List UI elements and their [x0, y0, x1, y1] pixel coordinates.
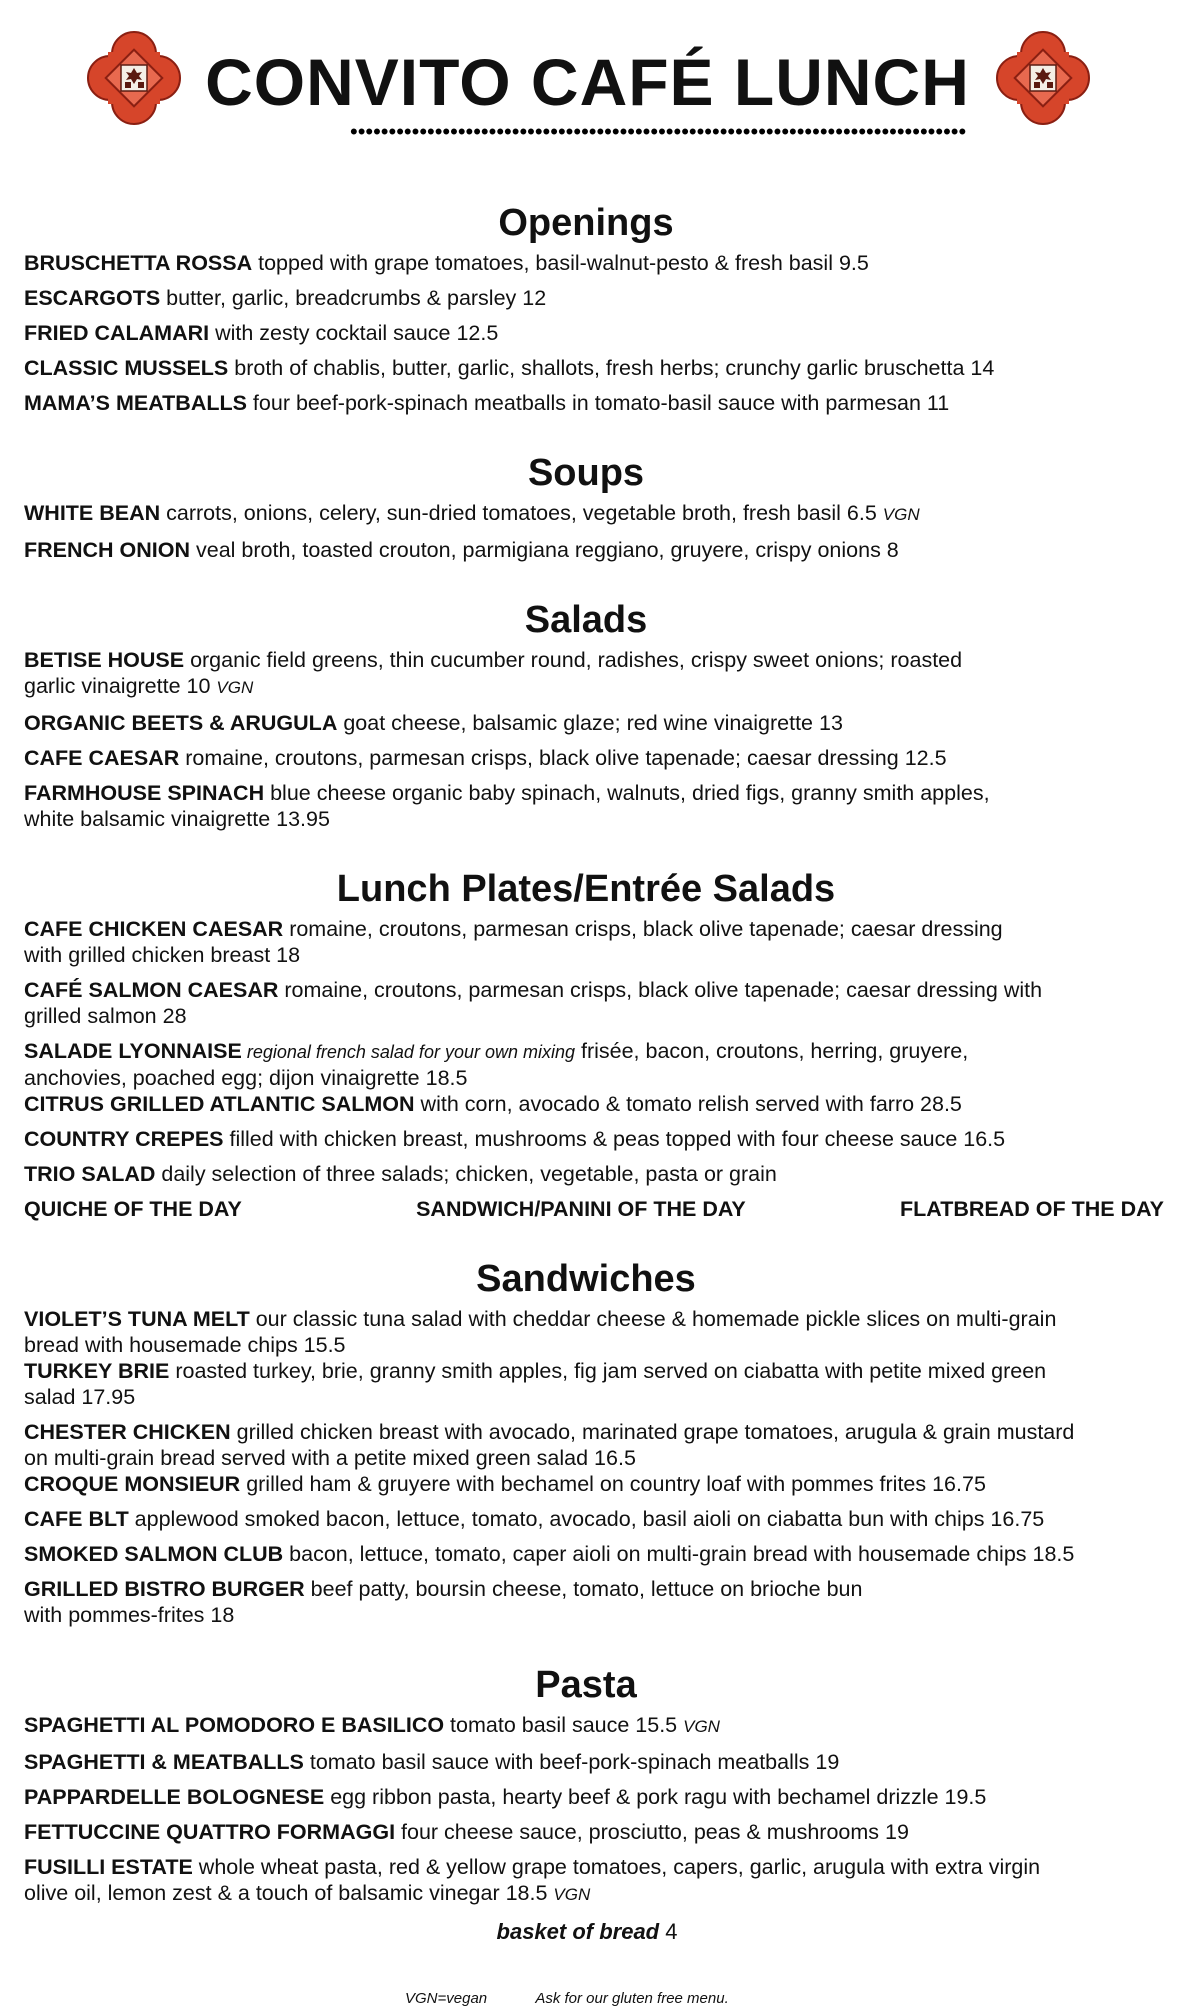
menu-item — [24, 1749, 1174, 1775]
item-desc: daily selection of three salads; chicken, vegetable, pasta or grain — [155, 1162, 777, 1186]
item-desc: veal broth, toasted crouton, parmigiana reggiano, gruyere, crispy onions 8 — [190, 538, 899, 562]
item-desc-cont: on multi-grain bread served with a petite mixed green salad 16.5 — [24, 1446, 636, 1470]
item-name: CROQUE MONSIEUR — [24, 1472, 241, 1496]
vegan-legend: VGN=vegan — [405, 1990, 488, 2007]
menu-body — [24, 200, 1174, 1980]
footer-notes — [405, 1990, 729, 2008]
item-desc: applewood smoked bacon, lettuce, tomato, avocado, basil aioli on ciabatta bun with chips 16.75 — [128, 1507, 1045, 1531]
daily-special: FLATBREAD OF THE DAY — [900, 1197, 1164, 1221]
menu-item — [24, 1038, 1174, 1091]
item-name: SPAGHETTI AL POMODORO E BASILICO — [24, 1713, 445, 1737]
item-desc: four beef-pork-spinach meatballs in tomato-basil sauce with parmesan 11 — [246, 391, 950, 415]
section-title: Openings — [498, 202, 674, 244]
menu-item — [24, 1854, 1174, 1908]
section-title: Sandwiches — [476, 1258, 696, 1300]
item-name: CHESTER CHICKEN — [24, 1420, 231, 1444]
item-desc: broth of chablis, butter, garlic, shallots, fresh herbs; crunchy garlic bruschetta 14 — [228, 356, 995, 380]
vegan-tag: VGN — [216, 678, 254, 697]
daily-special: QUICHE OF THE DAY — [24, 1197, 242, 1221]
section-salads — [24, 597, 1174, 832]
item-name: SMOKED SALMON CLUB — [24, 1542, 284, 1566]
gluten-free-note: Ask for our gluten free menu. — [535, 1990, 729, 2007]
item-name: VIOLET’S TUNA MELT — [24, 1307, 250, 1331]
item-desc-cont: bread with housemade chips 15.5 — [24, 1333, 346, 1357]
item-name: FRENCH ONION — [24, 538, 191, 562]
section-title: Lunch Plates/Entrée Salads — [336, 868, 836, 910]
item-name: CAFE CHICKEN CAESAR — [24, 917, 284, 941]
section-soups — [24, 450, 1174, 563]
menu-item — [24, 647, 1174, 701]
item-desc: romaine, croutons, parmesan crisps, black olive tapenade; caesar dressing — [283, 917, 1003, 941]
item-name: WHITE BEAN — [24, 501, 161, 525]
item-desc: with zesty cocktail sauce 12.5 — [209, 321, 499, 345]
item-name: BRUSCHETTA ROSSA — [24, 251, 253, 275]
item-desc: with corn, avocado & tomato relish served with farro 28.5 — [414, 1092, 962, 1116]
item-desc: whole wheat pasta, red & yellow grape tomatoes, capers, garlic, arugula with extra virgin — [192, 1855, 1041, 1879]
item-desc-cont: anchovies, poached egg; dijon vinaigrette 18.5 — [24, 1066, 468, 1090]
section-sandwiches — [24, 1256, 1174, 1628]
menu-item — [24, 1819, 1174, 1845]
menu-item — [24, 390, 1174, 416]
item-desc: goat cheese, balsamic glaze; red wine vinaigrette 13 — [337, 711, 843, 735]
item-desc: blue cheese organic baby spinach, walnuts, dried figs, granny smith apples, — [264, 781, 990, 805]
item-desc-cont: with pommes-frites 18 — [24, 1603, 235, 1627]
item-name: ORGANIC BEETS & ARUGULA — [24, 711, 338, 735]
item-name: CLASSIC MUSSELS — [24, 356, 229, 380]
item-desc-cont: with grilled chicken breast 18 — [24, 943, 301, 967]
bread-basket — [24, 1918, 1174, 1946]
item-name: CAFE BLT — [24, 1507, 129, 1531]
bread-name: basket of bread — [496, 1919, 660, 1944]
item-desc: frisée, bacon, croutons, herring, gruyere, — [575, 1039, 969, 1063]
item-desc: bacon, lettuce, tomato, caper aioli on multi-grain bread with housemade chips 18.5 — [283, 1542, 1075, 1566]
item-name: TURKEY BRIE — [24, 1359, 170, 1383]
menu-item — [24, 745, 1174, 771]
item-name: SPAGHETTI & MEATBALLS — [24, 1750, 304, 1774]
menu-item — [24, 916, 1174, 968]
vegan-tag: VGN — [882, 505, 920, 524]
item-desc: roasted turkey, brie, granny smith apples, fig jam served on ciabatta with petite mixed green — [169, 1359, 1047, 1383]
item-desc: tomato basil sauce with beef-pork-spinach meatballs 19 — [303, 1750, 840, 1774]
vegan-tag: VGN — [553, 1885, 591, 1904]
item-name: FRIED CALAMARI — [24, 321, 210, 345]
menu-item — [24, 355, 1174, 381]
menu-item — [24, 1712, 1174, 1740]
menu-item — [24, 780, 1174, 832]
menu-item — [24, 1419, 1174, 1471]
menu-item — [24, 1541, 1174, 1567]
bread-price: 4 — [659, 1919, 678, 1944]
item-name: BETISE HOUSE — [24, 648, 185, 672]
item-desc-cont: olive oil, lemon zest & a touch of balsamic vinegar 18.5 — [24, 1881, 554, 1905]
menu-item — [24, 1126, 1174, 1152]
section-openings — [24, 200, 1174, 416]
item-name: FARMHOUSE SPINACH — [24, 781, 265, 805]
item-desc: romaine, croutons, parmesan crisps, black olive tapenade; caesar dressing 12.5 — [179, 746, 947, 770]
menu-item — [24, 537, 1174, 563]
daily-special: SANDWICH/PANINI OF THE DAY — [416, 1197, 746, 1221]
item-desc: grilled ham & gruyere with bechamel on country loaf with pommes frites 16.75 — [240, 1472, 986, 1496]
item-desc: grilled chicken breast with avocado, marinated grape tomatoes, arugula & grain mustard — [230, 1420, 1075, 1444]
item-name: TRIO SALAD — [24, 1162, 156, 1186]
item-desc: four cheese sauce, prosciutto, peas & mushrooms 19 — [395, 1820, 909, 1844]
item-name: GRILLED BISTRO BURGER — [24, 1577, 305, 1601]
menu-item — [24, 320, 1174, 346]
menu-item — [24, 500, 1174, 528]
item-name: CAFÉ SALMON CAESAR — [24, 978, 279, 1002]
item-desc: filled with chicken breast, mushrooms & peas topped with four cheese sauce 16.5 — [223, 1127, 1006, 1151]
menu-item — [24, 285, 1174, 311]
item-desc-cont: grilled salmon 28 — [24, 1004, 187, 1028]
section-title: Salads — [524, 599, 648, 641]
item-desc: our classic tuna salad with cheddar cheese & homemade pickle slices on multi-grain — [249, 1307, 1057, 1331]
daily-specials-row — [24, 1196, 1174, 1222]
menu-item — [24, 1506, 1174, 1532]
item-name: MAMA’S MEATBALLS — [24, 391, 247, 415]
section-title: Pasta — [535, 1664, 637, 1706]
menu-item — [24, 250, 1174, 276]
menu-item — [24, 1091, 1174, 1117]
menu-item — [24, 1161, 1174, 1187]
menu-item — [24, 1358, 1174, 1410]
menu-item — [24, 1471, 1174, 1497]
item-desc: beef patty, boursin cheese, tomato, lettuce on brioche bun — [304, 1577, 863, 1601]
menu-item — [24, 1306, 1174, 1358]
item-desc: tomato basil sauce 15.5 — [444, 1713, 684, 1737]
item-name: SALADE LYONNAISE — [24, 1039, 242, 1063]
item-name: CITRUS GRILLED ATLANTIC SALMON — [24, 1092, 415, 1116]
item-desc-cont: salad 17.95 — [24, 1385, 136, 1409]
menu-item — [24, 710, 1174, 736]
section-pasta — [24, 1662, 1174, 1946]
item-name: FUSILLI ESTATE — [24, 1855, 193, 1879]
menu-item — [24, 1784, 1174, 1810]
item-note: regional french salad for your own mixing — [241, 1042, 575, 1062]
item-name: FETTUCCINE QUATTRO FORMAGGI — [24, 1820, 396, 1844]
item-desc: romaine, croutons, parmesan crisps, black olive tapenade; caesar dressing with — [278, 978, 1043, 1002]
title-divider: •••••••••••••••••••••••••••••••••••••••••••••••••••••••••••••••••••••••••••••••• — [350, 119, 967, 144]
section-title: Soups — [527, 452, 645, 494]
item-name: COUNTRY CREPES — [24, 1127, 224, 1151]
menu-item — [24, 977, 1174, 1029]
item-desc: organic field greens, thin cucumber round, radishes, crispy sweet onions; roasted — [184, 648, 963, 672]
menu-item — [24, 1576, 1174, 1628]
vegan-tag: VGN — [683, 1717, 720, 1736]
item-name: CAFE CAESAR — [24, 746, 180, 770]
item-desc: butter, garlic, breadcrumbs & parsley 12 — [160, 286, 547, 310]
item-desc: egg ribbon pasta, hearty beef & pork ragu with bechamel drizzle 19.5 — [324, 1785, 987, 1809]
item-name: PAPPARDELLE BOLOGNESE — [24, 1785, 325, 1809]
item-desc: carrots, onions, celery, sun-dried tomatoes, vegetable broth, fresh basil 6.5 — [160, 501, 883, 525]
item-desc: topped with grape tomatoes, basil-walnut-pesto & fresh basil 9.5 — [252, 251, 869, 275]
item-desc-cont: white balsamic vinaigrette 13.95 — [24, 807, 330, 831]
item-desc-cont: garlic vinaigrette 10 — [24, 674, 217, 698]
item-name: ESCARGOTS — [24, 286, 161, 310]
page-title: CONVITO CAFÉ LUNCH — [205, 45, 970, 119]
section-lunch-plates — [24, 866, 1174, 1222]
